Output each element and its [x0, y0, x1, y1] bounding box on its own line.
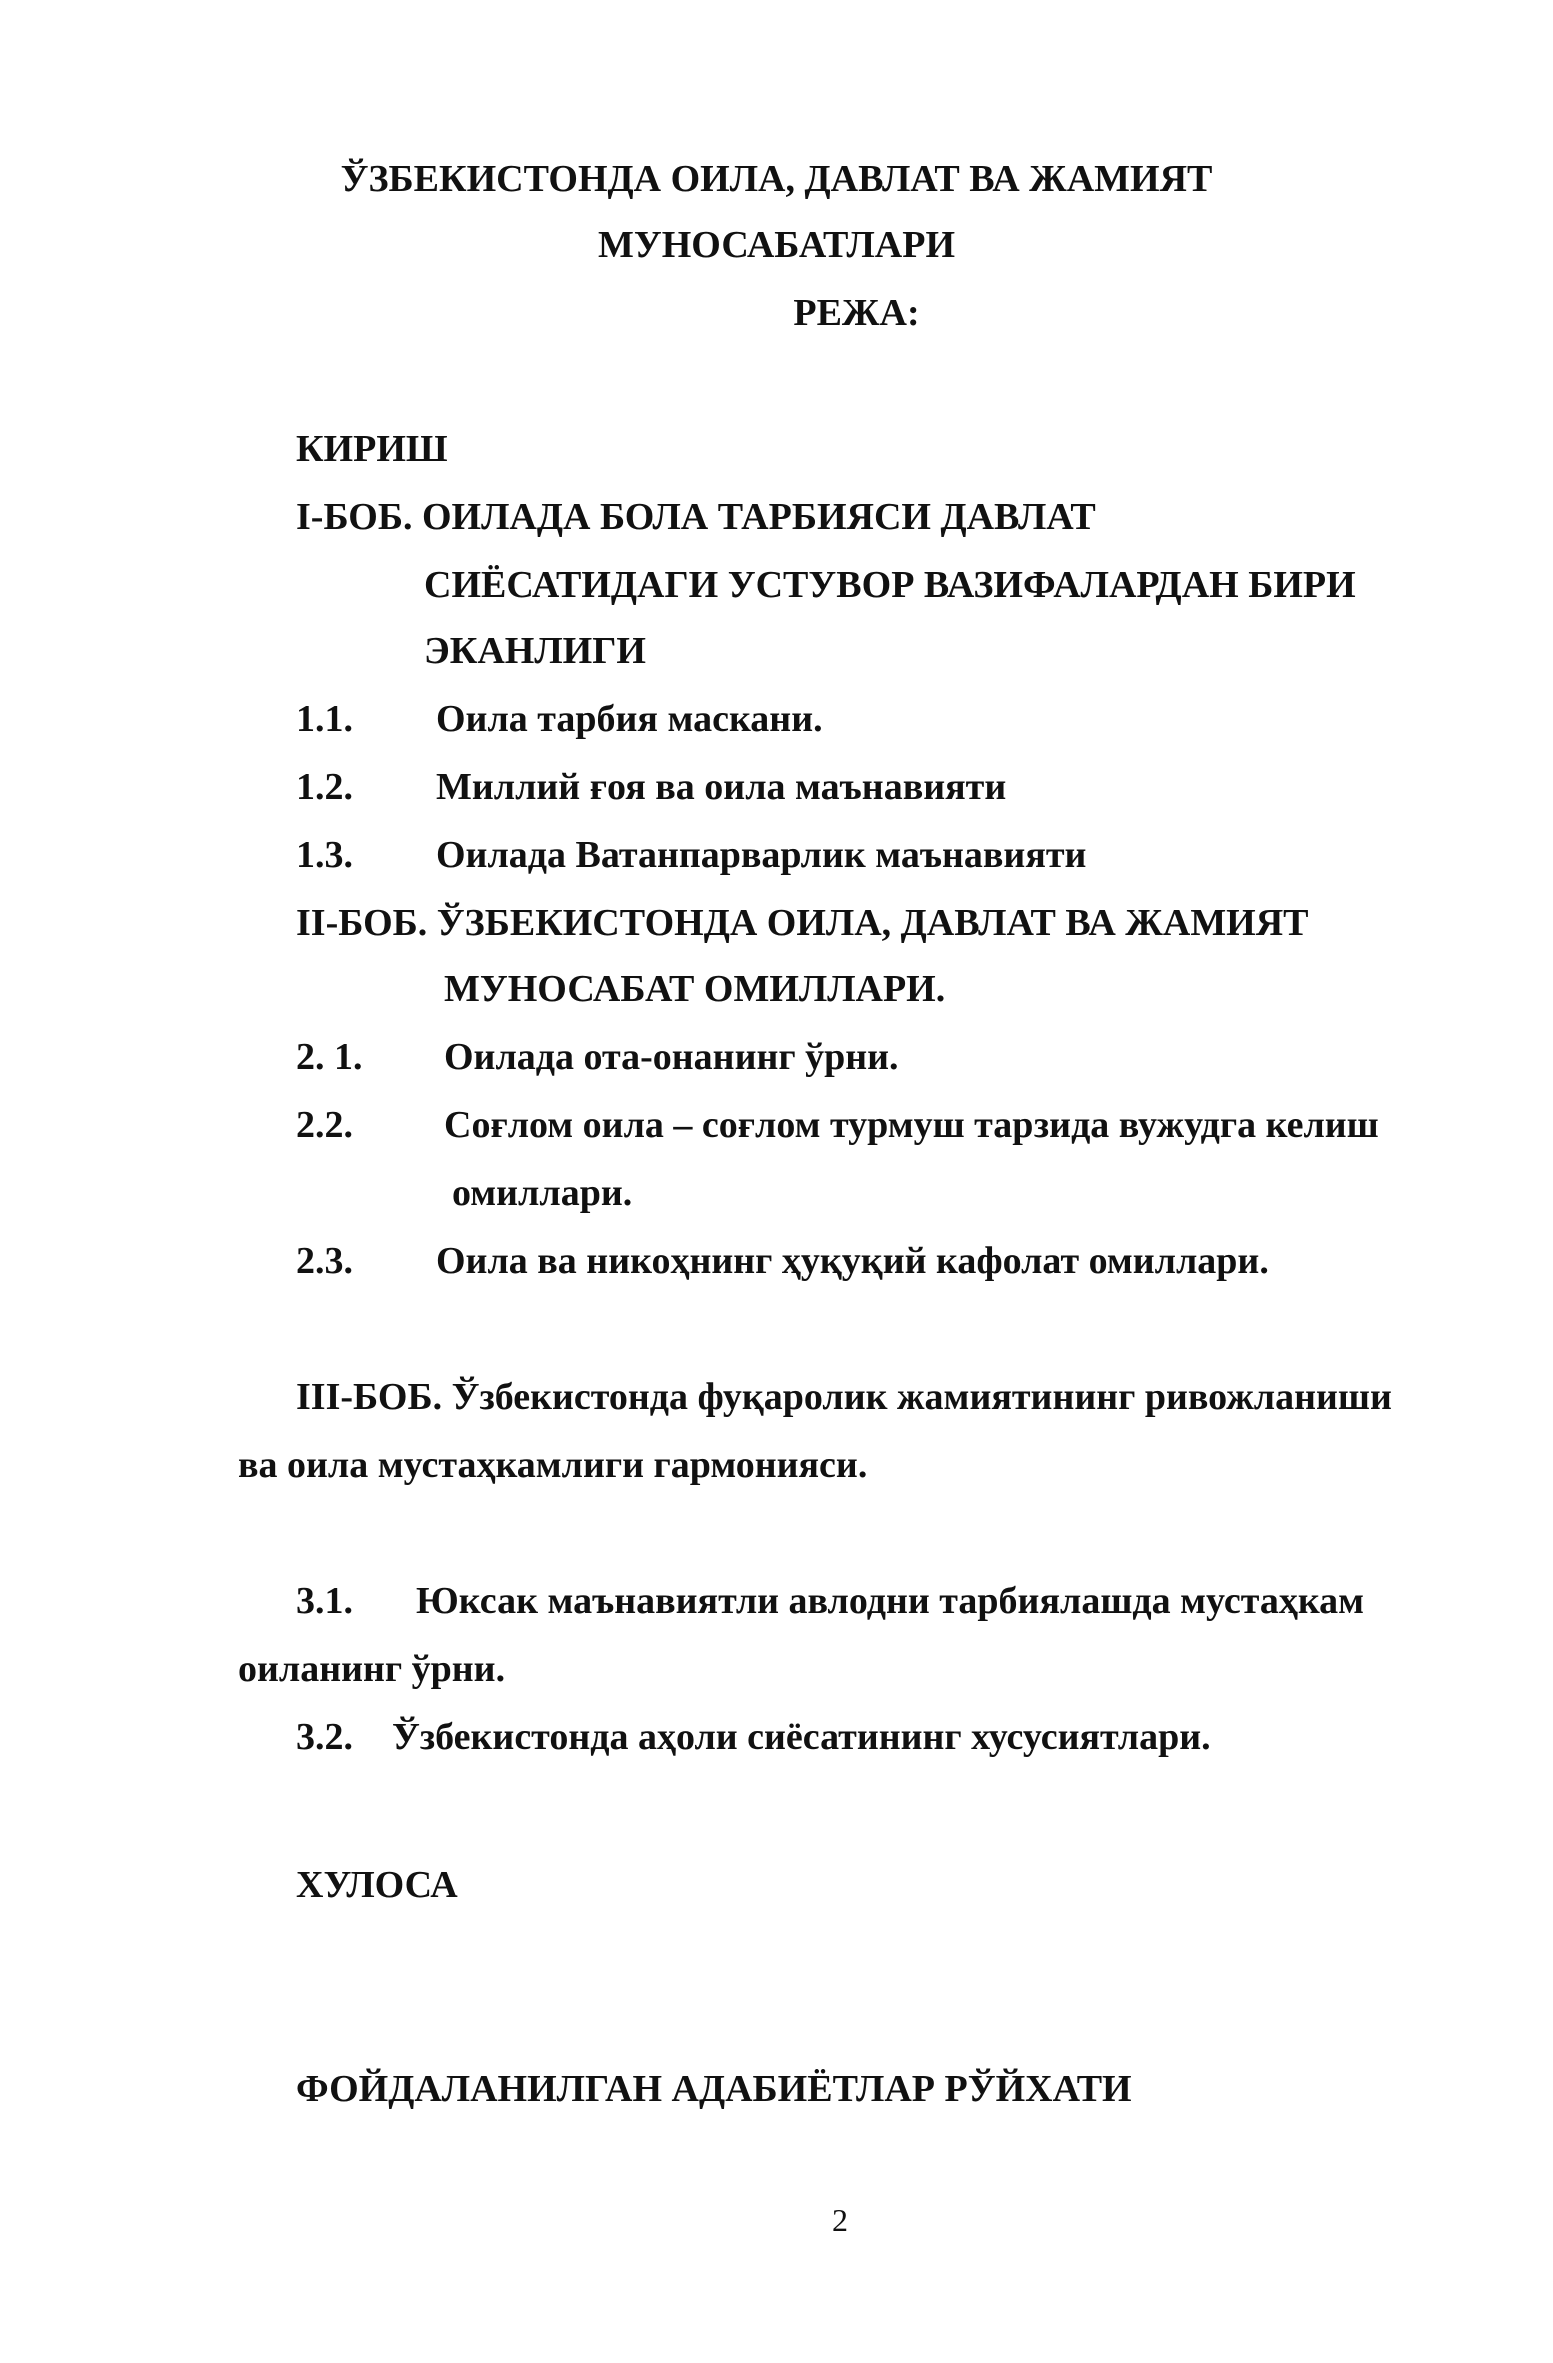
section-2-1-title: Оилада ота-онанинг ўрни.: [444, 1036, 899, 1078]
chapter-1-title-line-1: I-БОБ. ОИЛАДА БОЛА ТАРБИЯСИ ДАВЛАТ: [296, 496, 1096, 538]
section-2-2-title-continued: омиллари.: [452, 1172, 633, 1214]
section-1-2-title: Миллий ғоя ва оила маънавияти: [436, 766, 1007, 808]
section-3-2-number: 3.2.: [296, 1716, 353, 1758]
section-2-3-number: 2.3.: [296, 1240, 353, 1282]
section-3-2-title: Ўзбекистонда аҳоли сиёсатининг хусусиятлари.: [392, 1716, 1211, 1758]
title-line-2: МУНОСАБАТЛАРИ: [597, 224, 956, 266]
plan-heading: РЕЖА:: [793, 292, 920, 334]
intro-heading: КИРИШ: [296, 428, 448, 470]
section-2-2-title: Соғлом оила – соғлом турмуш тарзида вужудга келиш: [444, 1104, 1379, 1146]
chapter-1-title-line-2: СИЁСАТИДАГИ УСТУВОР ВАЗИФАЛАРДАН БИРИ: [424, 564, 1356, 606]
section-2-3-title: Оила ва никоҳнинг ҳуқуқий кафолат омиллари.: [436, 1240, 1269, 1282]
chapter-2-title-line-1: II-БОБ. ЎЗБЕКИСТОНДА ОИЛА, ДАВЛАТ ВА ЖАМИЯТ: [296, 902, 1309, 944]
chapter-2-title-line-2: МУНОСАБАТ ОМИЛЛАРИ.: [444, 968, 946, 1010]
conclusion-heading: ХУЛОСА: [296, 1864, 458, 1906]
section-1-3-title: Оилада Ватанпарварлик маънавияти: [436, 834, 1087, 876]
title-line-1: ЎЗБЕКИСТОНДА ОИЛА, ДАВЛАТ ВА ЖАМИЯТ: [340, 158, 1213, 200]
chapter-3-title-line-2: ва оила мустаҳкамлиги гармонияси.: [238, 1444, 868, 1486]
section-1-1-number: 1.1.: [296, 698, 353, 740]
references-heading: ФОЙДАЛАНИЛГАН АДАБИЁТЛАР РЎЙХАТИ: [296, 2068, 1132, 2110]
section-3-1-title: Юксак маънавиятли авлодни тарбиялашда мустаҳкам: [416, 1580, 1365, 1622]
page-number: 2: [832, 2202, 848, 2238]
chapter-3-title-line-1: III-БОБ. Ўзбекистонда фуқаролик жамиятининг ривожланиши: [296, 1376, 1392, 1418]
section-2-2-number: 2.2.: [296, 1104, 353, 1146]
section-1-1-title: Оила тарбия маскани.: [436, 698, 823, 740]
chapter-1-title-line-3: ЭКАНЛИГИ: [424, 630, 646, 672]
section-2-1-number: 2. 1.: [296, 1036, 363, 1078]
section-3-1-title-continued: оиланинг ўрни.: [238, 1648, 506, 1690]
section-1-2-number: 1.2.: [296, 766, 353, 808]
section-3-1-number: 3.1.: [296, 1580, 353, 1622]
section-1-3-number: 1.3.: [296, 834, 353, 876]
